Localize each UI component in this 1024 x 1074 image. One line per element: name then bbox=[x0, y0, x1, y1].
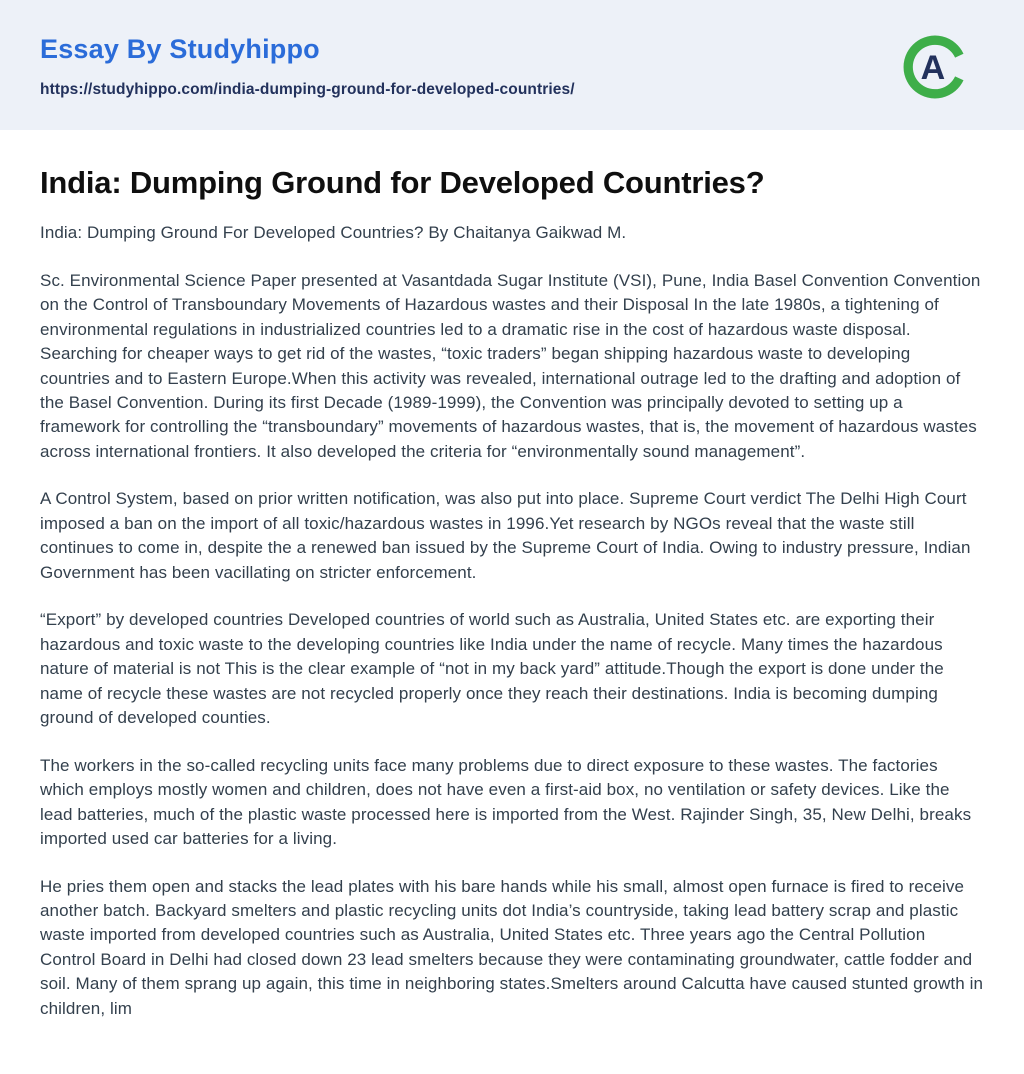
logo-svg bbox=[902, 34, 968, 100]
essay-content bbox=[0, 130, 1024, 1074]
logo-letter: A bbox=[920, 48, 946, 87]
essay-paragraph-4: “Export” by developed countries Developed countries of world such as Australia, United States etc. are exporting their hazardous and toxic waste to the developing countries like India under the name of recycle. Many times the hazardous nature of material is not This is the clear example of “not in my back yard” attitude.Though the export is done under the name of recycle these wastes are not recycled properly once they reach their destinations. India is becoming dumping ground of developed counties. bbox=[40, 610, 944, 728]
essay-title: India: Dumping Ground for Developed Countries? bbox=[40, 165, 765, 200]
essay-paragraph-1: India: Dumping Ground For Developed Countries? By Chaitanya Gaikwad M. bbox=[40, 223, 627, 243]
header-text-block bbox=[40, 35, 575, 99]
page-header bbox=[0, 0, 1024, 130]
essay-paragraph-6: He pries them open and stacks the lead plates with his bare hands while his small, almost open furnace is fired to receive another batch. Backyard smelters and plastic recycling units dot India’s countryside, taking lead battery scrap and plastic waste imported from developed countries such as Australia, United States etc. Three years ago the Central Pollution Control Board in Delhi had closed down 23 lead smelters because they were contaminating groundwater, cattle fodder and soil. Many of them sprang up again, this time in neighboring states.Smelters around Calcutta have caused stunted growth in children, lim bbox=[40, 876, 983, 1018]
essay-paragraph-5: The workers in the so-called recycling units face many problems due to direct exposure to these wastes. The factories which employs mostly women and children, does not have even a first-aid box, no ventilation or safety devices. Like the lead batteries, much of the plastic waste processed here is imported from the West. Rajinder Singh, 35, New Delhi, breaks imported used car batteries for a living. bbox=[40, 755, 972, 849]
essay-paragraph-2: Sc. Environmental Science Paper presented at Vasantdada Sugar Institute (VSI), Pune, India Basel Convention Convention on the Control of Transboundary Movements of Hazardous wastes and their Disposal In the late 1980s, a tightening of environmental regulations in industrialized countries led to a dramatic rise in the cost of hazardous waste disposal. Searching for cheaper ways to get rid of the wastes, “toxic traders” began shipping hazardous waste to developing countries and to Eastern Europe.When this activity was revealed, international outrage led to the drafting and adoption of the Basel Convention. During its first Decade (1989-1999), the Convention was principally devoted to setting up a framework for controlling the “transboundary” movements of hazardous wastes, that is, the movement of hazardous wastes across international frontiers. It also developed the criteria for “environmentally sound management”. bbox=[40, 270, 981, 461]
brand-title: Essay By Studyhippo bbox=[40, 34, 320, 65]
studyhippo-logo-icon bbox=[902, 34, 968, 100]
essay-paragraph-3: A Control System, based on prior written notification, was also put into place. Supreme Court verdict The Delhi High Court imposed a ban on the import of all toxic/hazardous wastes in 1996.Yet research by NGOs reveal that the waste still continues to come in, despite the a renewed ban issued by the Supreme Court of India. Owing to industry pressure, Indian Government has been vacillating on stricter enforcement. bbox=[40, 489, 971, 582]
page-url-link[interactable]: https://studyhippo.com/india-dumping-ground-for-developed-countries/ bbox=[40, 80, 575, 98]
